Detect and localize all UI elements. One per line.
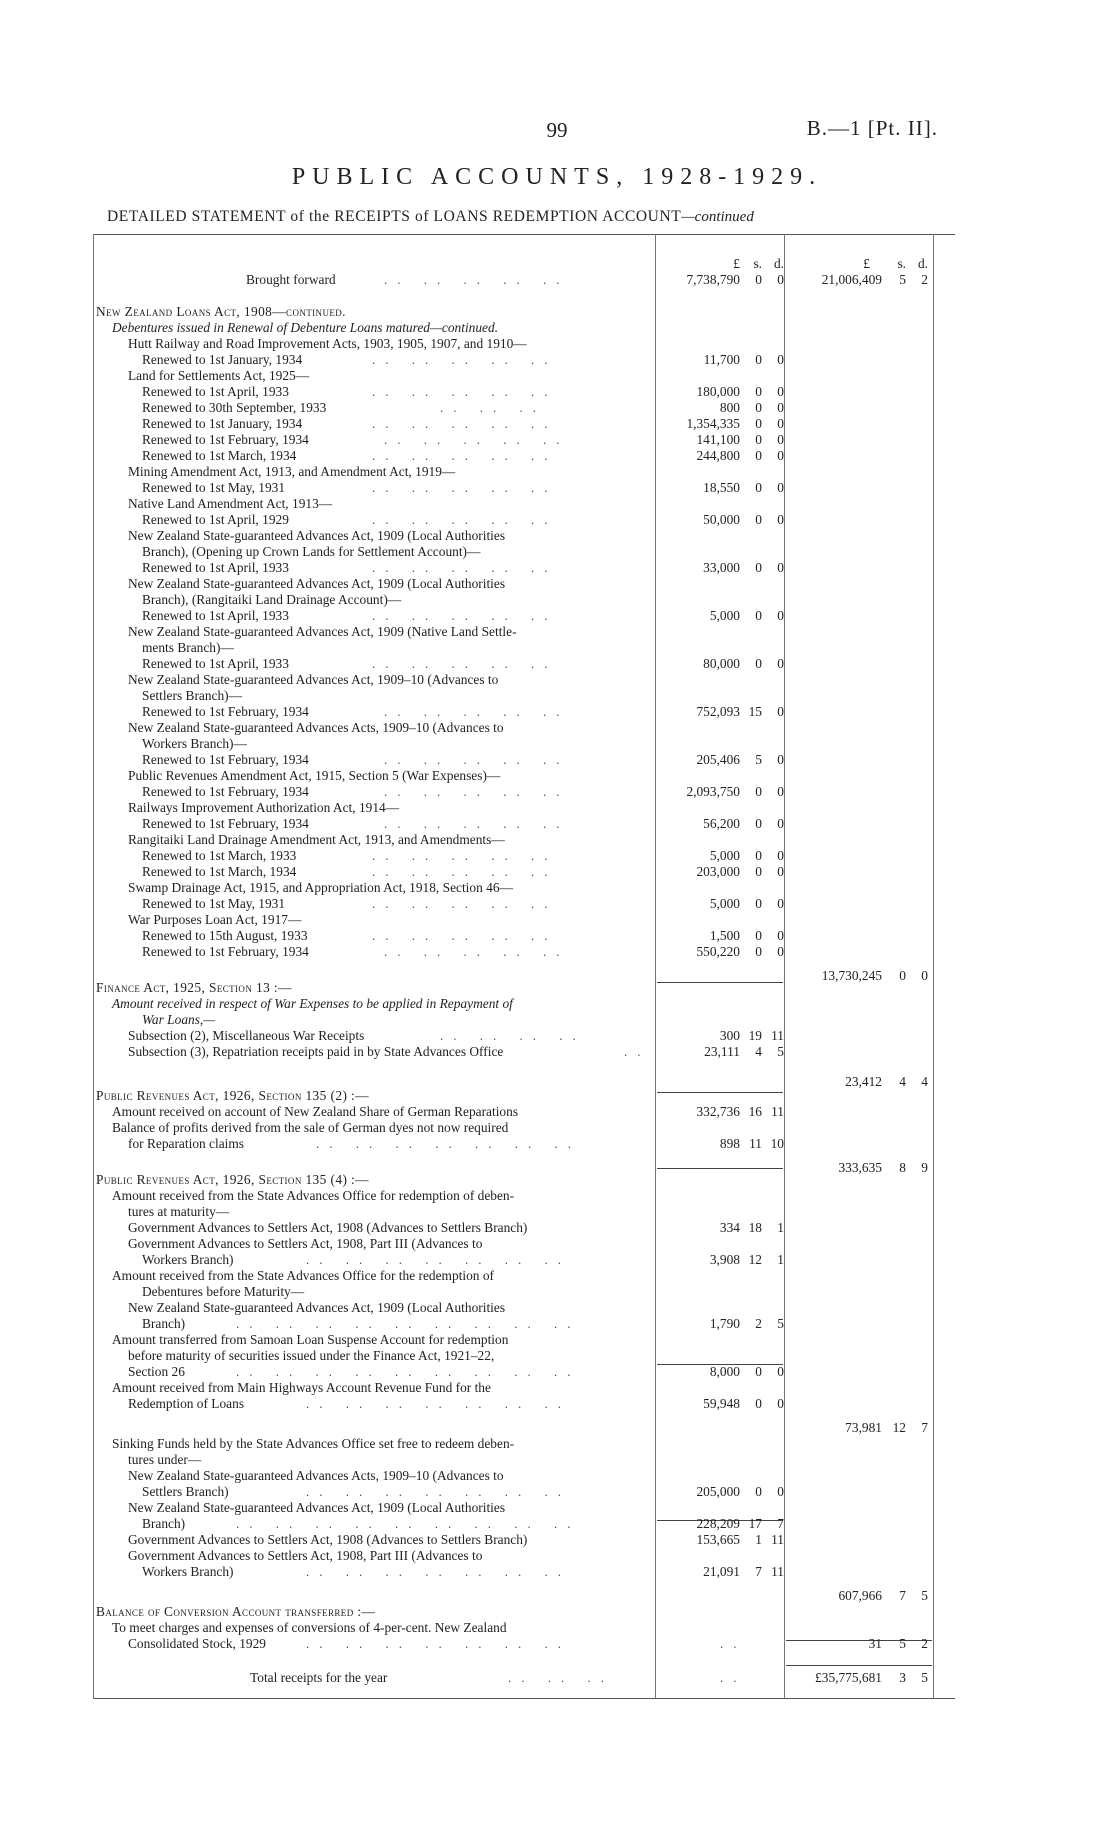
row-label: Renewed to 1st February, 1934 <box>142 752 309 767</box>
row-amount: 80,000 <box>703 656 740 671</box>
row-label: Renewed to 30th September, 1933 <box>142 400 327 415</box>
col2-shilling-heading: s. <box>897 256 906 271</box>
subtotal-rule-2 <box>657 1092 783 1093</box>
row-pence: 11 <box>771 1104 784 1119</box>
row-amount: 11,700 <box>703 352 740 367</box>
leader-dots: .. .. .. .. .. <box>372 384 558 399</box>
row-pence: 0 <box>777 928 784 943</box>
act-heading-cont: ments Branch)— <box>142 640 234 655</box>
row-label-line: tures under— <box>128 1452 202 1467</box>
grand-total-amount: £35,775,681 <box>815 1670 882 1685</box>
row-amount: 5,000 <box>709 608 740 623</box>
row-amount: 898 <box>719 1136 740 1151</box>
row-amount: 228,209 <box>696 1516 740 1531</box>
act-heading: Hutt Railway and Road Improvement Acts, 1903, 1905, 1907, and 1910— <box>128 336 527 351</box>
row-shillings: 0 <box>755 656 762 671</box>
act-heading-cont: Workers Branch)— <box>142 736 247 751</box>
row-shillings: 0 <box>755 848 762 863</box>
row-pence: 0 <box>777 656 784 671</box>
row-pence: 5 <box>777 1044 784 1059</box>
row-label: Renewed to 1st February, 1934 <box>142 816 309 831</box>
col2-pence-heading: d. <box>917 256 928 271</box>
subtotal-rule-3 <box>657 1168 783 1169</box>
leader-dots: .. .. .. .. .. <box>372 848 558 863</box>
leader-dots: .. .. .. .. .. <box>372 864 558 879</box>
table-top-rule <box>93 234 955 235</box>
subtotal-shillings: 8 <box>899 1160 906 1175</box>
row-label: Renewed to 1st March, 1934 <box>142 864 297 879</box>
row-amount: 332,736 <box>696 1104 740 1119</box>
row-amount: 21,091 <box>703 1564 740 1579</box>
row-pence: 0 <box>777 432 784 447</box>
row-shillings: 19 <box>748 1028 762 1043</box>
row-pence: 0 <box>777 352 784 367</box>
row-amount: 1,500 <box>709 928 740 943</box>
leader-dots: .. .. .. .. .. <box>372 480 558 495</box>
row-label: Renewed to 1st March, 1933 <box>142 848 297 863</box>
subtotal-amount: 13,730,245 <box>821 968 882 983</box>
row-amount: 5,000 <box>709 896 740 911</box>
brought-forward-total: 21,006,409 <box>821 272 882 287</box>
row-label: Renewed to 15th August, 1933 <box>142 928 308 943</box>
row-amount: 18,550 <box>703 480 740 495</box>
row-label: Government Advances to Settlers Act, 1908 (Advances to Settlers Branch) <box>128 1532 528 1547</box>
row-pence: 0 <box>777 944 784 959</box>
row-shillings: 16 <box>748 1104 762 1119</box>
row-amount: 180,000 <box>696 384 740 399</box>
row-shillings: 0 <box>755 944 762 959</box>
row-amount: 800 <box>719 400 740 415</box>
row-label-line: To meet charges and expenses of conversions of 4-per-cent. New Zealand <box>112 1620 507 1635</box>
row-amount: 550,220 <box>696 944 740 959</box>
row-pence: 0 <box>777 1396 784 1411</box>
row-label-line: Amount received from the State Advances Office for redemption of deben- <box>112 1188 515 1203</box>
leader-dots: .. .. .. .. .. <box>384 784 570 799</box>
leader-dots: .. .. .. .. .. <box>384 816 570 831</box>
col1-shilling-heading: s. <box>753 256 762 271</box>
grand-total-shillings: 3 <box>899 1670 906 1685</box>
grand-total-bottom-rule <box>786 1665 932 1666</box>
row-total-amount: 31 <box>868 1636 882 1651</box>
act-heading: New Zealand State-guaranteed Advances Act, 1909–10 (Advances to <box>128 672 499 687</box>
column-divider-1 <box>655 234 656 1698</box>
row-shillings: 0 <box>755 416 762 431</box>
leader-dots: .. .. .. .. .. <box>372 448 558 463</box>
row-amount: 205,406 <box>696 752 740 767</box>
page-title: PUBLIC ACCOUNTS, 1928-1929. <box>291 164 823 190</box>
leader-dots: .. .. .. .. .. .. .. <box>306 1636 571 1651</box>
row-pence: 7 <box>777 1516 784 1531</box>
act-heading: Rangitaiki Land Drainage Amendment Act, 1913, and Amendments— <box>128 832 505 847</box>
right-border <box>933 234 934 1698</box>
section-heading: Finance Act, 1925, Section 13 :— <box>96 980 292 995</box>
row-pence: 0 <box>777 384 784 399</box>
section-heading: Public Revenues Act, 1926, Section 135 (2) :— <box>96 1088 369 1103</box>
row-label: for Reparation claims <box>128 1136 245 1151</box>
row-label-line: Government Advances to Settlers Act, 1908, Part III (Advances to <box>128 1236 483 1251</box>
section-heading: New Zealand Loans Act, 1908—continued. <box>96 304 346 319</box>
row-shillings: 0 <box>755 784 762 799</box>
col1-pence-heading: d. <box>773 256 784 271</box>
leader-dots: .. .. .. .. .. .. .. .. .. <box>236 1516 581 1531</box>
row-label: Renewed to 1st January, 1934 <box>142 352 303 367</box>
leader-dots: .. .. .. .. .. <box>372 656 558 671</box>
row-pence: 0 <box>777 1364 784 1379</box>
row-shillings: 0 <box>755 608 762 623</box>
row-shillings: 0 <box>755 560 762 575</box>
row-shillings: 1 <box>755 1532 762 1547</box>
row-pence: 11 <box>771 1532 784 1547</box>
table-bottom-rule <box>93 1698 955 1699</box>
row-amount: 2,093,750 <box>686 784 740 799</box>
act-heading-cont: Branch), (Opening up Crown Lands for Settlement Account)— <box>142 544 481 559</box>
row-label-line: Balance of profits derived from the sale of German dyes not now required <box>112 1120 509 1135</box>
row-label: Renewed to 1st April, 1929 <box>142 512 289 527</box>
row-label-line: New Zealand State-guaranteed Advances Act, 1909 (Local Authorities <box>128 1300 506 1315</box>
row-shillings: 17 <box>748 1516 762 1531</box>
brought-forward-label: Brought forward <box>246 272 336 287</box>
leader-dots: .. .. .. .. .. <box>372 512 558 527</box>
row-label: Government Advances to Settlers Act, 1908 (Advances to Settlers Branch) <box>128 1220 528 1235</box>
act-heading: Land for Settlements Act, 1925— <box>128 368 310 383</box>
row-label-line: Government Advances to Settlers Act, 1908, Part III (Advances to <box>128 1548 483 1563</box>
row-amount: 141,100 <box>696 432 740 447</box>
row-shillings: 0 <box>755 512 762 527</box>
row-amount: 334 <box>719 1220 740 1235</box>
row-pence: 0 <box>777 400 784 415</box>
leader-dots: .. .. .. .. .. <box>372 560 558 575</box>
row-amount: 1,790 <box>709 1316 740 1331</box>
act-heading: New Zealand State-guaranteed Advances Act, 1909 (Native Land Settle- <box>128 624 517 639</box>
row-shillings: 2 <box>755 1316 762 1331</box>
act-heading: New Zealand State-guaranteed Advances Act, 1909 (Local Authorities <box>128 576 506 591</box>
leader-dots: .. .. .. .. <box>440 1028 586 1043</box>
row-pence: 0 <box>777 896 784 911</box>
subtotal-amount: 73,981 <box>845 1420 882 1435</box>
row-label: Renewed to 1st April, 1933 <box>142 560 289 575</box>
row-pence: 0 <box>777 608 784 623</box>
brought-forward-shillings: 0 <box>755 272 762 287</box>
col1-pound-heading: £ <box>733 256 740 271</box>
row-label: Renewed to 1st April, 1933 <box>142 608 289 623</box>
subtotal-amount: 607,966 <box>838 1588 882 1603</box>
act-heading-cont: Settlers Branch)— <box>142 688 243 703</box>
row-label: Renewed to 1st April, 1933 <box>142 384 289 399</box>
row-pence: 0 <box>777 816 784 831</box>
row-label-line: before maturity of securities issued under the Finance Act, 1921–22, <box>128 1348 495 1363</box>
row-total-pence: 2 <box>921 1636 928 1651</box>
row-shillings: 0 <box>755 1396 762 1411</box>
act-heading: Public Revenues Amendment Act, 1915, Section 5 (War Expenses)— <box>128 768 501 783</box>
leader-dots: .. .. .. .. .. .. .. <box>306 1252 571 1267</box>
brought-forward-amount: 7,738,790 <box>686 272 740 287</box>
row-total-shillings: 5 <box>899 1636 906 1651</box>
leader-dots: .. .. .. <box>508 1670 614 1685</box>
brought-forward-pence: 0 <box>777 272 784 287</box>
row-amount: 205,000 <box>696 1484 740 1499</box>
row-label: Consolidated Stock, 1929 <box>128 1636 266 1651</box>
row-amount: 23,111 <box>704 1044 740 1059</box>
subtitle-text: DETAILED STATEMENT of the RECEIPTS of LOANS REDEMPTION ACCOUNT <box>107 208 682 225</box>
leader-dots: .. .. .. .. .. <box>384 272 570 287</box>
leader-dots: .. .. .. .. .. <box>384 704 570 719</box>
act-heading: Mining Amendment Act, 1913, and Amendment Act, 1919— <box>128 464 456 479</box>
row-shillings: 0 <box>755 480 762 495</box>
grand-total-pence: 5 <box>921 1670 928 1685</box>
act-heading: War Purposes Loan Act, 1917— <box>128 912 302 927</box>
act-heading: Railways Improvement Authorization Act, 1914— <box>128 800 400 815</box>
row-amount: 50,000 <box>703 512 740 527</box>
row-amount: 56,200 <box>703 816 740 831</box>
leader-dots: .. .. .. .. .. <box>384 432 570 447</box>
row-pence: 0 <box>777 848 784 863</box>
subtotal-amount: 23,412 <box>845 1074 882 1089</box>
row-amount: 244,800 <box>696 448 740 463</box>
leader-dots: .. .. .. .. .. <box>372 352 558 367</box>
row-pence: 1 <box>777 1220 784 1235</box>
left-border <box>93 234 94 1698</box>
leader-dots: .. .. .. .. .. .. .. <box>306 1484 571 1499</box>
empty-cell-dots: .. <box>720 1636 747 1651</box>
row-shillings: 4 <box>755 1044 762 1059</box>
row-pence: 0 <box>777 416 784 431</box>
leader-dots: .. .. .. .. .. .. .. .. .. <box>236 1316 581 1331</box>
row-shillings: 12 <box>748 1252 762 1267</box>
subtotal-amount: 333,635 <box>838 1160 882 1175</box>
row-shillings: 0 <box>755 1364 762 1379</box>
section-heading: Public Revenues Act, 1926, Section 135 (4) :— <box>96 1172 369 1187</box>
brought-forward-total-shillings: 5 <box>899 272 906 287</box>
row-label: Renewed to 1st February, 1934 <box>142 944 309 959</box>
row-shillings: 11 <box>749 1136 762 1151</box>
col2-pound-heading: £ <box>863 256 870 271</box>
row-label-line: tures at maturity— <box>128 1204 230 1219</box>
subtotal-pence: 9 <box>921 1160 928 1175</box>
row-pence: 0 <box>777 704 784 719</box>
row-pence: 11 <box>771 1028 784 1043</box>
row-shillings: 18 <box>748 1220 762 1235</box>
row-label: Renewed to 1st February, 1934 <box>142 432 309 447</box>
row-label-line: Sinking Funds held by the State Advances Office set free to redeem deben- <box>112 1436 515 1451</box>
row-pence: 11 <box>771 1564 784 1579</box>
row-shillings: 0 <box>755 384 762 399</box>
row-label: Renewed to 1st May, 1931 <box>142 896 286 911</box>
row-shillings: 5 <box>755 752 762 767</box>
leader-dots: .. .. .. .. .. <box>372 608 558 623</box>
row-label: Renewed to 1st February, 1934 <box>142 784 309 799</box>
row-pence: 0 <box>777 1484 784 1499</box>
row-shillings: 0 <box>755 400 762 415</box>
statement-subtitle <box>107 208 754 226</box>
row-shillings: 0 <box>755 896 762 911</box>
section-heading: Balance of Conversion Account transferred :— <box>96 1604 376 1619</box>
row-label: Renewed to 1st May, 1931 <box>142 480 286 495</box>
leader-dots: .. .. .. .. .. <box>372 416 558 431</box>
act-heading: New Zealand State-guaranteed Advances Acts, 1909–10 (Advances to <box>128 720 504 735</box>
act-heading: New Zealand State-guaranteed Advances Act, 1909 (Local Authorities <box>128 528 506 543</box>
row-shillings: 0 <box>755 1484 762 1499</box>
leader-dots: .. .. .. .. .. .. .. <box>306 1396 571 1411</box>
row-label-line: Amount received from the State Advances Office for the redemption of <box>112 1268 494 1283</box>
row-label: Amount received on account of New Zealand Share of German Reparations <box>112 1104 519 1119</box>
row-label: Workers Branch) <box>142 1564 234 1579</box>
row-amount: 153,665 <box>696 1532 740 1547</box>
row-label: Branch) <box>142 1516 186 1531</box>
row-shillings: 7 <box>755 1564 762 1579</box>
row-label: Renewed to 1st March, 1934 <box>142 448 297 463</box>
row-label-line: Debentures before Maturity— <box>142 1284 305 1299</box>
leader-dots: .. .. .. .. .. .. .. .. .. <box>236 1364 581 1379</box>
subtotal-shillings: 7 <box>899 1588 906 1603</box>
leader-dots: .. .. .. .. .. .. .. <box>316 1136 581 1151</box>
subtotal-shillings: 12 <box>892 1420 906 1435</box>
row-label: Renewed to 1st January, 1934 <box>142 416 303 431</box>
column-divider-2 <box>784 234 785 1698</box>
subtotal-pence: 5 <box>921 1588 928 1603</box>
subsection-heading-cont: War Loans,— <box>142 1012 216 1027</box>
subtotal-shillings: 0 <box>899 968 906 983</box>
row-pence: 5 <box>777 1316 784 1331</box>
row-label: Subsection (2), Miscellaneous War Receipts <box>128 1028 365 1043</box>
row-label: Settlers Branch) <box>142 1484 229 1499</box>
row-shillings: 0 <box>755 928 762 943</box>
leader-dots: .. .. .. .. .. <box>384 944 570 959</box>
row-amount: 203,000 <box>696 864 740 879</box>
grand-total-label: Total receipts for the year <box>250 1670 388 1685</box>
row-amount: 5,000 <box>709 848 740 863</box>
subtotal-pence: 4 <box>921 1074 928 1089</box>
leader-dots: .. .. .. .. .. <box>384 752 570 767</box>
row-pence: 0 <box>777 560 784 575</box>
subtotal-rule-1 <box>657 982 783 983</box>
row-label-line: New Zealand State-guaranteed Advances Act, 1909 (Local Authorities <box>128 1500 506 1515</box>
row-pence: 0 <box>777 512 784 527</box>
row-label: Branch) <box>142 1316 186 1331</box>
act-heading: Swamp Drainage Act, 1915, and Appropriation Act, 1918, Section 46— <box>128 880 513 895</box>
row-shillings: 0 <box>755 864 762 879</box>
row-label: Redemption of Loans <box>128 1396 245 1411</box>
row-label: Renewed to 1st February, 1934 <box>142 704 309 719</box>
row-shillings: 0 <box>755 448 762 463</box>
row-amount: 3,908 <box>709 1252 740 1267</box>
row-label-line: Amount received from Main Highways Account Revenue Fund for the <box>112 1380 491 1395</box>
row-label-line: New Zealand State-guaranteed Advances Acts, 1909–10 (Advances to <box>128 1468 504 1483</box>
row-label: Section 26 <box>128 1364 185 1379</box>
subtotal-pence: 7 <box>921 1420 928 1435</box>
row-shillings: 0 <box>755 816 762 831</box>
row-pence: 0 <box>777 480 784 495</box>
row-label: Subsection (3), Repatriation receipts paid in by State Advances Office <box>128 1044 504 1059</box>
row-pence: 0 <box>777 864 784 879</box>
row-label: Workers Branch) <box>142 1252 234 1267</box>
row-amount: 59,948 <box>703 1396 740 1411</box>
subsection-heading: Debentures issued in Renewal of Debenture Loans matured—continued. <box>112 320 499 335</box>
row-shillings: 0 <box>755 432 762 447</box>
act-heading-cont: Branch), (Rangitaiki Land Drainage Account)— <box>142 592 402 607</box>
row-shillings: 15 <box>748 704 762 719</box>
row-amount: 300 <box>719 1028 740 1043</box>
brought-forward-total-pence: 2 <box>921 272 928 287</box>
leader-dots: .. .. .. .. .. <box>372 896 558 911</box>
row-label-line: Amount transferred from Samoan Loan Suspense Account for redemption <box>112 1332 509 1347</box>
row-shillings: 0 <box>755 352 762 367</box>
subtotal-shillings: 4 <box>899 1074 906 1089</box>
subtotal-pence: 0 <box>921 968 928 983</box>
row-amount: 1,354,335 <box>686 416 740 431</box>
page-number: 99 <box>546 118 568 142</box>
leader-dots: .. .. .. .. .. <box>372 928 558 943</box>
row-amount: 752,093 <box>696 704 740 719</box>
row-label: Renewed to 1st April, 1933 <box>142 656 289 671</box>
leader-dots: .. <box>624 1044 651 1059</box>
row-amount: 33,000 <box>703 560 740 575</box>
document-reference: B.—1 [Pt. II]. <box>806 116 938 140</box>
row-pence: 0 <box>777 752 784 767</box>
subtitle-continued: —continued <box>681 209 754 225</box>
act-heading: Native Land Amendment Act, 1913— <box>128 496 333 511</box>
row-pence: 0 <box>777 784 784 799</box>
row-amount: 8,000 <box>709 1364 740 1379</box>
subsection-heading: Amount received in respect of War Expenses to be applied in Repayment of <box>112 996 513 1011</box>
row-pence: 0 <box>777 448 784 463</box>
leader-dots: .. .. .. .. .. .. .. <box>306 1564 571 1579</box>
row-pence: 1 <box>777 1252 784 1267</box>
empty-cell-dots: .. <box>720 1670 747 1685</box>
row-pence: 10 <box>770 1136 784 1151</box>
leader-dots: .. .. .. <box>440 400 546 415</box>
